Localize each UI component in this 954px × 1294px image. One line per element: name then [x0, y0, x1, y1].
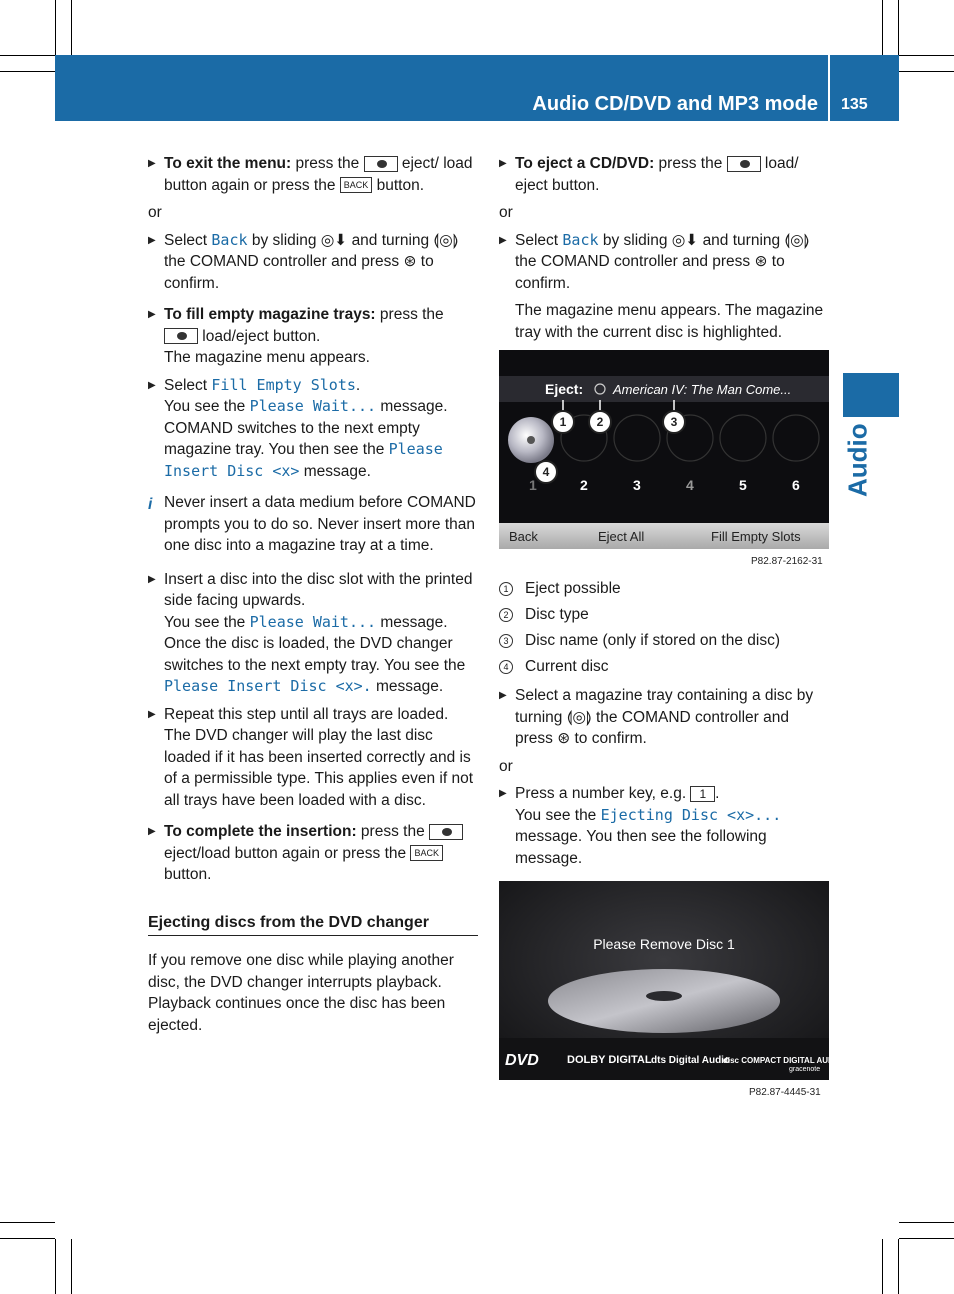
crop-mark — [899, 55, 954, 56]
legend-item — [499, 602, 829, 628]
back-key: BACK — [340, 177, 373, 193]
softkey-eject-all: Eject All — [598, 529, 645, 544]
tray-number: 6 — [792, 477, 800, 493]
step-text: message. COMAND switches to the next empty magazine tray. You then see the — [164, 398, 448, 458]
eject-key-icon — [727, 156, 761, 172]
message-code: Please Wait... — [249, 612, 377, 631]
info-note — [148, 492, 478, 557]
legend-text: Disc name (only if stored on the disc) — [525, 632, 780, 649]
crop-mark — [55, 1239, 56, 1294]
tray-number: 3 — [633, 477, 641, 493]
page-number: 135 — [841, 96, 868, 113]
number-key: 1 — [690, 786, 715, 802]
step-text: You see the — [164, 398, 250, 415]
callout-2: 2 — [596, 415, 604, 429]
eject-key-icon — [364, 156, 398, 172]
step-select-back — [148, 230, 478, 295]
step-text: message. Once the disc is loaded, the DVD changer switches to the next empty tray. You see the — [164, 613, 466, 674]
crop-mark — [0, 71, 55, 72]
crop-mark — [71, 1239, 72, 1294]
menu-item-code: Back — [562, 230, 599, 249]
legend-text: Eject possible — [525, 580, 621, 597]
crop-mark — [898, 1239, 899, 1294]
message-code: Ejecting Disc <x>... — [600, 805, 782, 824]
crop-mark — [71, 0, 72, 55]
softkey-fill-empty-slots: Fill Empty Slots — [711, 529, 801, 544]
step-text: load/ eject button. — [515, 155, 799, 194]
step-text: Repeat this step until all trays are loaded. The DVD changer will play the last disc loaded if it has been inserted correctly and is of a permissible type. This applies even if not all trays have been loaded with a disc. — [164, 705, 474, 809]
figure-caption: P82.87-2162-31 — [751, 556, 823, 567]
legend-text: Current disc — [525, 658, 609, 675]
header-divider — [828, 55, 830, 121]
step-complete — [148, 821, 478, 886]
step-text: press the — [375, 306, 444, 323]
step-insert-disc — [148, 569, 478, 698]
softkey-back: Back — [509, 529, 538, 544]
info-text: Never insert a data medium before COMAND prompts you to do so. Never insert more than one disc into a magazine tray at a time. — [164, 494, 476, 554]
message-code: Please Insert Disc <x> — [164, 440, 443, 480]
step-heading: To exit the menu: — [164, 155, 292, 172]
step-text: Press a number key, e.g. — [515, 785, 691, 802]
step-text: Insert a disc into the disc slot with the printed side facing upwards. — [164, 570, 473, 609]
step-text: . — [355, 376, 361, 394]
step-repeat — [148, 704, 478, 812]
info-icon: i — [148, 496, 153, 513]
side-tab — [843, 373, 899, 417]
step-text: by sliding ◎⬇ and turning ⟬◎⟭ the COMAND controller and press ⊛ to confirm. — [515, 231, 810, 292]
dts-logo: dts Digital Audio — [651, 1055, 731, 1066]
step-text: press the — [356, 823, 429, 840]
step-fill-trays — [148, 304, 478, 369]
figure-caption: P82.87-4445-31 — [749, 1087, 821, 1098]
crop-mark — [882, 0, 883, 55]
step-select-tray — [499, 685, 829, 750]
step-text: You see the — [515, 806, 601, 824]
step-text: press the — [654, 155, 727, 172]
dolby-logo: DOLBY DIGITAL — [567, 1054, 652, 1066]
callout-legend — [499, 576, 829, 680]
crop-mark — [899, 1222, 954, 1223]
step-press-number — [499, 783, 829, 869]
step-text: The magazine menu appears. — [164, 349, 370, 366]
callout-1: 1 — [559, 415, 567, 429]
crop-mark — [882, 1239, 883, 1294]
crop-mark — [0, 1222, 55, 1223]
disc-title: American IV: The Man Come... — [613, 382, 792, 397]
crop-mark — [899, 71, 954, 72]
step-text: . — [715, 785, 720, 802]
legend-item — [499, 628, 829, 654]
step-text: Select a magazine tray containing a disc by turning ⟬◎⟭ the COMAND controller and press ⊛ to confirm. — [515, 687, 814, 747]
crop-mark — [55, 0, 56, 55]
left-column — [148, 153, 478, 1036]
compact-disc-logo: disc COMPACT DIGITAL AUDIO — [723, 1056, 843, 1065]
step-select-fill — [148, 375, 478, 483]
step-text: message. You then see the following message. — [515, 828, 767, 867]
legend-number: 2 — [499, 608, 513, 622]
or-label: or — [499, 757, 513, 775]
step-text: message. — [371, 678, 444, 695]
menu-item-code: Fill Empty Slots — [211, 375, 356, 394]
step-text: button. — [372, 176, 425, 194]
paragraph: If you remove one disc while playing another disc, the DVD changer interrupts playback. Playback continues once the disc has been ejected. — [148, 952, 454, 1034]
message-code: Please Insert Disc <x>. — [164, 677, 372, 695]
callout-3: 3 — [670, 415, 678, 429]
step-text: by sliding ◎⬇ and turning ⟬◎⟭ the COMAND controller and press ⊛ to confirm. — [164, 231, 459, 292]
eject-key-icon — [164, 328, 198, 344]
tray-number: 4 — [686, 477, 694, 493]
step-text: press the — [291, 155, 364, 172]
eject-label: Eject: — [545, 381, 584, 397]
legend-number: 3 — [499, 634, 513, 648]
step-exit-menu — [148, 153, 478, 196]
section-title: Audio CD/DVD and MP3 mode — [532, 93, 818, 115]
message-code: Please Wait... — [249, 397, 377, 415]
step-text: You see the — [164, 613, 250, 631]
step-heading: To eject a CD/DVD: — [515, 155, 655, 172]
crop-mark — [899, 1238, 954, 1239]
step-text: message. — [299, 462, 371, 480]
step-text: The magazine menu appears. The magazine tray with the current disc is highlighted. — [515, 302, 824, 341]
remove-disc-graphic — [499, 881, 843, 1080]
legend-item — [499, 576, 829, 602]
step-text: Select — [164, 376, 212, 394]
or-label: or — [499, 204, 513, 221]
dvd-logo: DVD — [505, 1052, 539, 1069]
crop-mark — [0, 55, 55, 56]
tray-number: 5 — [739, 477, 747, 493]
legend-number: 1 — [499, 582, 513, 596]
legend-text: Disc type — [525, 606, 589, 623]
remove-disc-screenshot — [499, 881, 843, 1080]
tray-number: 1 — [529, 477, 537, 493]
legend-item — [499, 654, 829, 680]
magazine-menu-graphic — [499, 350, 829, 549]
step-select-back — [499, 230, 829, 295]
step-eject-disc — [499, 153, 829, 196]
crop-mark — [0, 1238, 55, 1239]
right-column-lower — [499, 685, 829, 875]
legend-number: 4 — [499, 660, 513, 674]
step-text: button. — [164, 866, 212, 883]
subheading: Ejecting discs from the DVD changer — [148, 912, 478, 937]
step-heading: To fill empty magazine trays: — [164, 306, 376, 323]
gracenote-logo: gracenote — [789, 1066, 821, 1073]
step-heading: To complete the insertion: — [164, 823, 357, 840]
right-column — [499, 153, 829, 349]
eject-key-icon — [429, 824, 463, 840]
step-text: load/eject button. — [198, 327, 321, 345]
crop-mark — [898, 0, 899, 55]
tray-number: 2 — [580, 477, 588, 493]
magazine-menu-screenshot — [499, 350, 829, 549]
or-label: or — [148, 204, 162, 221]
step-text: eject/load button again or press the — [164, 844, 411, 862]
menu-item-code: Back — [211, 230, 248, 249]
callout-4: 4 — [542, 465, 550, 479]
step-text: Select — [515, 231, 563, 249]
step-text: Select — [164, 231, 212, 249]
step-text: eject/ load button again or press the — [164, 155, 473, 194]
side-tab-label: Audio — [842, 423, 873, 497]
back-key: BACK — [410, 845, 443, 861]
remove-disc-message: Please Remove Disc 1 — [593, 936, 735, 952]
